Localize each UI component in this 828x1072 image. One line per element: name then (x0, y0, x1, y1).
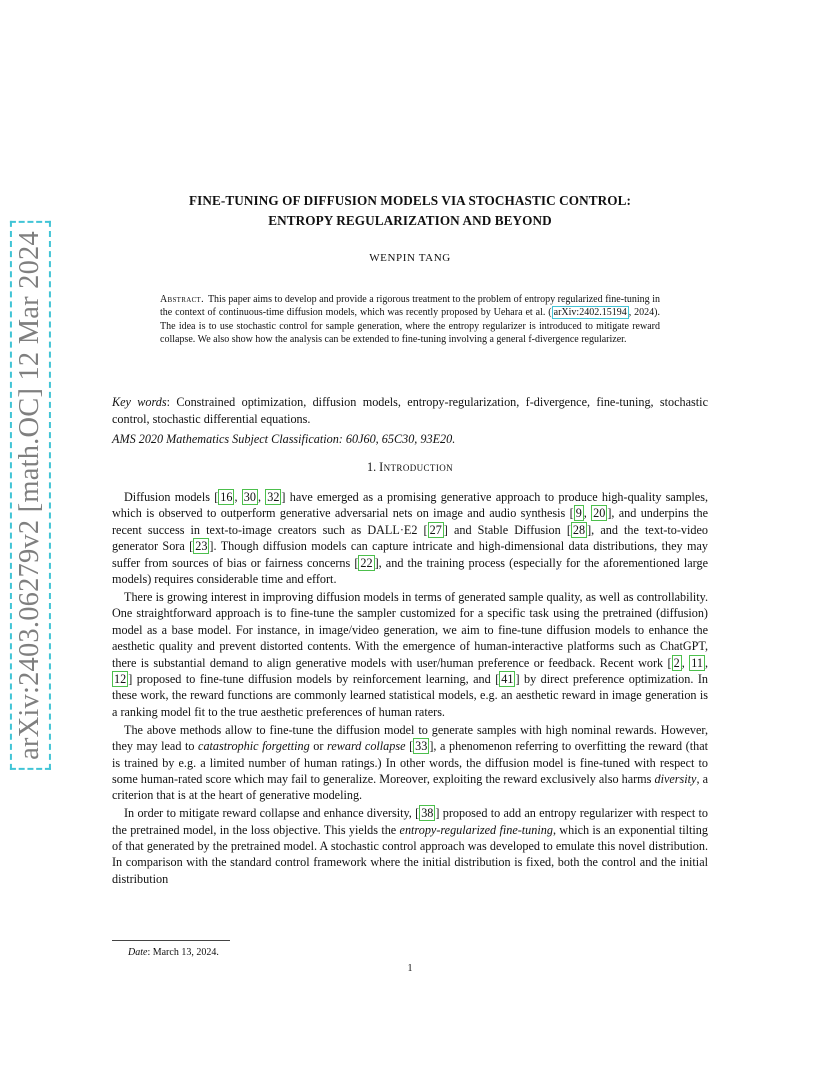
text-run: , which is an exponential tilting of that generated by the pretrained model. A stochastic control approach was developed to emulate this novel distribution. In comparison with the standard control framework where the initial distribution is fixed, both the control and the initial distribution (112, 822, 708, 886)
text-run: Diffusion models [ (124, 490, 219, 504)
text-run: , (681, 655, 690, 670)
keywords (112, 394, 708, 428)
abstract-text-1: This paper aims to develop and provide a rigorous treatment to the problem of entropy regularized fine-tuning in the context of continuous-time diffusion models, which was recently proposed by Uehara et al. ( (160, 294, 660, 319)
citation-link[interactable]: 33 (415, 739, 428, 754)
footnote-text: : March 13, 2024. (147, 947, 219, 958)
title-line-1: FINE-TUNING OF DIFFUSION MODELS VIA STOCHASTIC CONTROL: (189, 193, 631, 208)
title-line-2: ENTROPY REGULARIZATION AND BEYOND (268, 213, 552, 228)
citation-link[interactable]: 12 (114, 671, 127, 686)
section-number: 1. (366, 460, 377, 474)
citation-link[interactable]: 9 (575, 506, 582, 521)
body-text (112, 489, 708, 889)
paragraph-1 (112, 489, 708, 587)
text-run: or (309, 739, 328, 754)
section-heading (112, 460, 708, 475)
abstract (160, 293, 660, 347)
text-run: , (234, 490, 242, 504)
citation-link[interactable]: 16 (220, 490, 233, 504)
date-footnote (128, 947, 219, 958)
citation-link[interactable]: 30 (243, 490, 256, 504)
emphasis-text: entropy-regularized fine-tuning (399, 822, 553, 837)
text-run: ], and the training process (especially for the aforementioned large models) requires considerable time and effort. (112, 555, 709, 587)
arxiv-id-label[interactable]: arXiv:2403.06279v2 [math.OC] 12 Mar 2024 (10, 221, 51, 770)
citation-link[interactable]: 22 (360, 555, 373, 570)
emphasis-text: catastrophic forgetting (198, 739, 310, 754)
keywords-text: : Constrained optimization, diffusion models, entropy-regularization, f-divergence, fine-tuning, stochastic control, stochastic differential equations. (112, 395, 708, 426)
paper-title (112, 191, 708, 231)
text-run: ] proposed to add an entropy regularizer with respect to the pretrained model, in the loss objective. This yields the (112, 806, 708, 837)
emphasis-text: reward collapse (327, 739, 406, 754)
author-name: WENPIN TANG (369, 252, 451, 264)
text-run: , (704, 655, 708, 670)
paragraph-3 (112, 722, 708, 804)
citation-link[interactable]: 27 (429, 522, 442, 537)
text-run: In order to mitigate reward collapse and enhance diversity, [ (124, 806, 420, 821)
citation-link[interactable]: 28 (572, 522, 586, 537)
text-run: ] proposed to fine-tune diffusion models by reinforcement learning, and [ (128, 671, 500, 686)
text-run: There is growing interest in improving diffusion models in terms of generated sample quality, as well as controllability. One straightforward approach is to fine-tune the sampler customized for a specific task using the pretrained (diffusion) model as a base model. For instance, in image/video generation, we aim to fine-tune diffusion models to enhance the aesthetic quality and prevent distorted contents. With the emergence of human-interactive platforms such as ChatGPT, there is substantial demand to align generative models with user/human preference or feedback. Recent work [ (112, 589, 708, 670)
text-run: ] have emerged as a promising generative approach to produce high-quality samples, which is observed to outperform generative adversarial nets on image and audio synthesis [ (112, 490, 708, 521)
abstract-text-2: , 2024). The idea is to use stochastic control for sample generation, where the entropy regularizer is introduced to mitigate reward collapse. We also show how the analysis can be extended to fine-tuning involving a general f-divergence regularizer. (160, 307, 660, 346)
citation-link[interactable]: 32 (267, 490, 280, 504)
text-run: , (583, 506, 592, 521)
paragraph-4 (112, 805, 708, 887)
paragraph-2 (112, 589, 708, 720)
arxiv-reference-link[interactable]: arXiv:2402.15194 (553, 307, 627, 319)
text-run: ], and the text-to-video generator Sora [ (112, 522, 708, 554)
text-run: ]. Though diffusion models can capture intricate and high-dimensional data distributions, they may suffer from sources of bias or fairness concerns [ (112, 539, 708, 570)
footnote-label: Date (128, 947, 148, 958)
citation-link[interactable]: 20 (593, 506, 606, 521)
text-run: , a criterion that is at the heart of generative modeling. (112, 771, 708, 803)
text-run: ], a phenomenon referring to overfitting the reward (that is trained by e.g. a limited number of human ratings.) In other words, the diffusion model is fine-tuned with respect to some human-rated score which may fail to generalize. Moreover, exploiting the reward exclusively also harms (112, 739, 709, 786)
arxiv-stamp (8, 230, 52, 760)
text-run: [ (405, 739, 414, 754)
msc-classification: AMS 2020 Mathematics Subject Classification: 60J60, 65C30, 93E20. (112, 432, 456, 446)
text-run: ], and underpins the recent success in text-to-image creators such as DALL·E2 [ (112, 506, 708, 537)
page-number: 1 (407, 963, 413, 974)
citation-link[interactable]: 2 (673, 655, 680, 670)
text-run: The above methods allow to fine-tune the diffusion model to generate samples with high nominal rewards. However, they may lead to (112, 722, 708, 754)
text-run: ] by direct preference optimization. In these work, the reward functions are commonly learned statistical models, e.g. an aesthetic reward in image generation is a ranking model fit to the true aesthetic preferences of human raters. (112, 671, 709, 719)
citation-link[interactable]: 23 (195, 539, 208, 554)
keywords-label: Key words (112, 395, 167, 409)
citation-link[interactable]: 38 (421, 806, 434, 821)
citation-link[interactable]: 41 (501, 671, 514, 686)
emphasis-text: diversity (654, 771, 697, 786)
section-title: Introduction (379, 460, 454, 474)
text-run: ] and Stable Diffusion [ (443, 522, 571, 537)
citation-link[interactable]: 11 (691, 655, 703, 670)
footnote-divider (112, 940, 230, 941)
abstract-label: Abstract. (160, 294, 204, 305)
text-run: , (257, 490, 266, 504)
